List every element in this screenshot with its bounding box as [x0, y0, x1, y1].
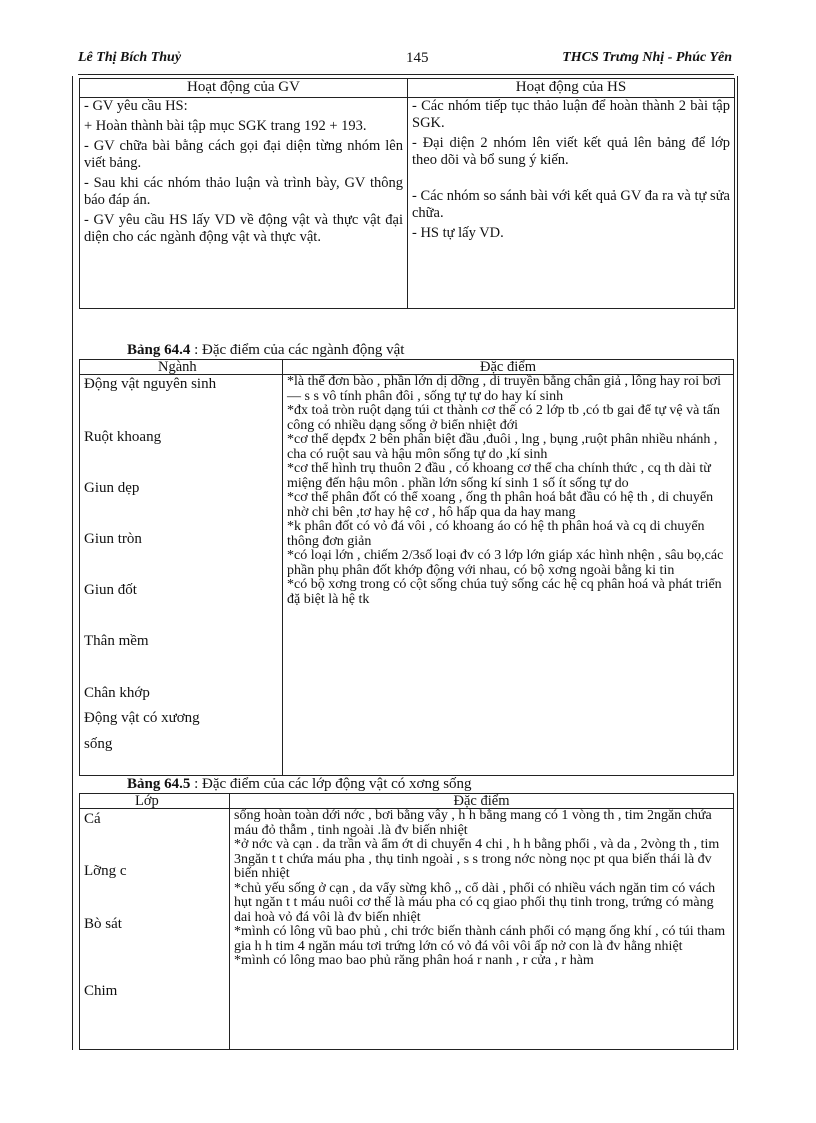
class-detail: *ở nớc và cạn . da trần và ẩm ớt di chuyển 4 chi , h h bằng phổi , và da , 2vòng th , tim 3ngăn t t chứa máu pha , thụ tinh ngoài , s s trong nớc nòng nọc pt qua biến thái là đv biến nhiệt: [234, 837, 720, 881]
activity-hs-cell: [408, 98, 735, 309]
header-author: Lê Thị Bích Thuỷ: [78, 50, 182, 65]
phylum-detail: *có bộ xơng trong có cột sống chúa tuỷ sống các hệ cq phân hoá và phát triển đặ biệt là hệ tk: [287, 577, 722, 607]
class-names-cell: [80, 809, 230, 1050]
phylum-name: Ruột khoang: [84, 429, 162, 445]
activity-table: [79, 78, 735, 309]
header-page-number: 145: [406, 50, 429, 66]
class-name-header: Lớp: [80, 794, 230, 809]
phylum-name: Động vật nguyên sinh: [84, 376, 217, 392]
phylum-detail: *là thể đơn bào , phần lớn dị dỡng , di truyền bằng chân giả , lông hay roi bơi — s s vô tính phân đôi , sống tự tự do hay kí sinh: [287, 374, 721, 404]
phyla-detail-header: Đặc điểm: [283, 360, 734, 375]
class-name: Chim: [84, 983, 118, 999]
class-name: Cá: [84, 811, 101, 827]
hs-line: - HS tự lấy VD.: [412, 225, 504, 241]
phylum-name: Giun đốt: [84, 582, 137, 598]
class-detail: *mình có lông mao bao phủ răng phân hoá r nanh , r cửa , r hàm: [234, 953, 594, 968]
phyla-name-header: Ngành: [80, 360, 283, 375]
gv-line: - Sau khi các nhóm thảo luận và trình bày, GV thông báo đáp án.: [84, 175, 403, 208]
page-header: [78, 50, 732, 70]
class-detail: *mình có lông vũ bao phủ , chi trớc biến thành cánh phổi có mạng ống khí , có túi tham gia h h tim 4 ngăn máu tơi trứng lớn có vỏ đá vôi vôi ấp nở con là đv hằng nhiệt: [234, 924, 726, 954]
phyla-details-cell: [283, 375, 734, 776]
phylum-detail: *cơ thể dẹpđx 2 bên phân biệt đầu ,đuôi , lng , bụng ,ruột phân nhiều nhánh , cha có ruột sau và hậu môn sống tự do ,kí sinh: [287, 432, 718, 462]
phylum-detail: *đx toả tròn ruột dạng túi ct thành cơ thể có 2 lớp tb ,có tb gai để tự vệ và tấn công có nhiều dạng sống ở biển nhiệt đới: [287, 403, 720, 433]
caption-label: Bảng 64.4: [127, 342, 191, 358]
phylum-name: sống: [84, 736, 113, 752]
header-rule: [78, 74, 734, 75]
phyla-names-cell: [80, 375, 283, 776]
phylum-name: Động vật có xương: [84, 710, 200, 726]
phylum-detail: *k phân đốt có vỏ đá vôi , có khoang áo có hệ th phân hoá và cq di chuyển thông đơn giản: [287, 519, 705, 549]
phylum-detail: *cơ thể phân đốt có thể xoang , ống th phân hoá bắt đầu có hệ th , di chuyển nhờ chi bên ,tơ hay hệ cơ , hô hấp qua da hay mang: [287, 490, 714, 520]
activity-gv-cell: [80, 98, 408, 309]
class-detail: *chủ yếu sống ở cạn , da vẩy sừng khô ,, cổ dài , phổi có nhiều vách ngăn tim có vách hụt ngăn t t máu nuôi cơ thể là máu pha có cq giao phối thụ tinh trong, trứng có màng dai hoà vỏ đá vôi là đv biến nhiệt: [234, 880, 716, 925]
header-school: THCS Trưng Nhị - Phúc Yên: [562, 50, 732, 65]
activity-gv-header: Hoạt động của GV: [80, 79, 408, 98]
class-details-cell: [230, 809, 734, 1050]
gv-line: - GV yêu cầu HS:: [84, 98, 188, 114]
hs-line: - Các nhóm tiếp tục thảo luận để hoàn thành 2 bài tập SGK.: [412, 98, 730, 131]
phylum-name: Giun dẹp: [84, 480, 140, 496]
hs-line: - Các nhóm so sánh bài với kết quả GV đa ra và tự sửa chữa.: [412, 188, 730, 221]
class-detail: sống hoàn toàn dới nớc , bơi bằng vây , h h bằng mang có 1 vòng th , tim 2ngăn chứa máu đỏ thẫm , tinh ngoài .là đv biến nhiệt: [234, 808, 712, 838]
caption-text: : Đặc điểm của các lớp động vật có xơng sống: [190, 776, 472, 792]
phylum-name: Giun tròn: [84, 531, 142, 547]
class-name: Lỡng c: [84, 863, 127, 879]
vertebrate-table: [79, 793, 734, 1050]
hs-line: - Đại diện 2 nhóm lên viết kết quả lên bảng để lớp theo dõi và bổ sung ý kiến.: [412, 135, 730, 168]
phylum-detail: *cơ thể hình trụ thuôn 2 đầu , có khoang cơ thể cha chính thức , cq th dài từ miệng đến hậu môn . phần lớn sống kí sinh 1 số ít sống tự do: [287, 461, 711, 491]
gv-line: - GV chữa bài bằng cách gọi đại diện từng nhóm lên viết bảng.: [84, 138, 403, 171]
phylum-name: Thân mềm: [84, 633, 149, 649]
class-detail-header: Đặc điểm: [230, 794, 734, 809]
phyla-table: [79, 359, 734, 776]
phylum-detail: *có loại lớn , chiếm 2/3số loại đv có 3 lớp lớn giáp xác hình nhện , sâu bọ,các phần phụ phân đốt khớp động với nhau, có bộ xơng ngoài bằng ki tin: [287, 548, 724, 578]
table-caption-64-5: [127, 776, 472, 793]
activity-hs-header: Hoạt động của HS: [408, 79, 735, 98]
caption-text: : Đặc điểm của các ngành động vật: [190, 342, 405, 358]
phylum-name: Chân khớp: [84, 685, 150, 701]
class-name: Bò sát: [84, 916, 122, 932]
caption-label: Bảng 64.5: [127, 776, 191, 792]
gv-line: + Hoàn thành bài tập mục SGK trang 192 + 193.: [84, 118, 367, 134]
table-caption-64-4: [127, 342, 404, 359]
gv-line: - GV yêu cầu HS lấy VD về động vật và thực vật đại diện cho các ngành động vật và thực vật.: [84, 212, 403, 245]
